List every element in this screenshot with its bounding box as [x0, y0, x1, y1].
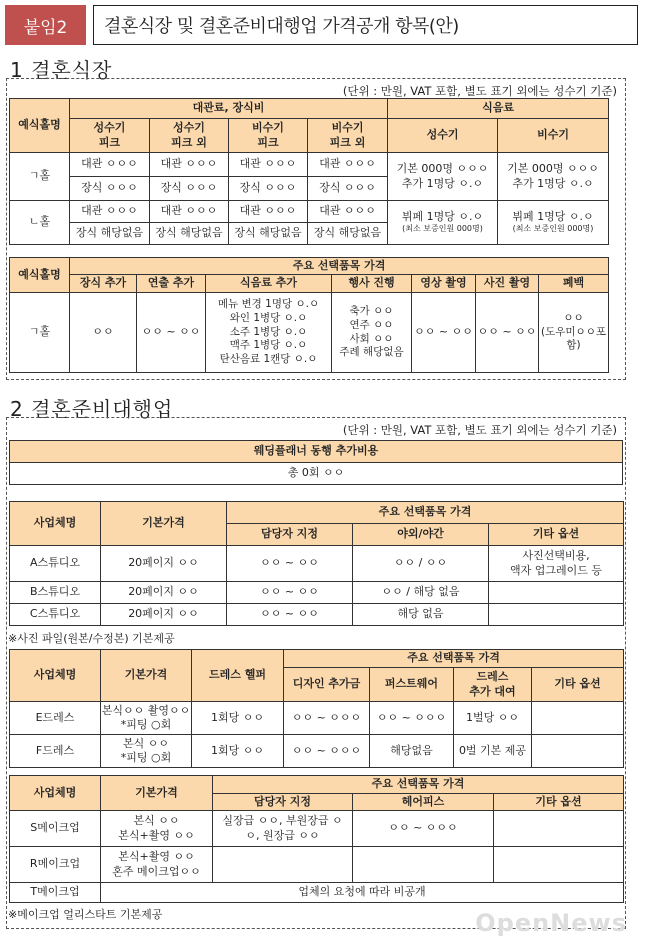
studio-cell: 사진선택비용, 액자 업그레이드 등: [489, 546, 624, 582]
deco-cell: 장식 ㅇㅇㅇ: [70, 177, 150, 201]
dress-col-header: 기본가격: [101, 650, 192, 702]
makeup-cell: R메이크업: [10, 847, 101, 883]
studio-col-header: 사업체명: [10, 502, 101, 546]
dress-table: [9, 649, 624, 768]
dress-col-header: 기타 옵션: [532, 668, 624, 702]
option-cell: ㅇㅇ: [70, 293, 137, 373]
deco-cell: 장식 해당없음: [70, 223, 150, 245]
makeup-group-header: 주요 선택품목 가격: [213, 776, 624, 794]
section2-title: 2 결혼준비대행업: [10, 397, 174, 421]
studio-cell: [489, 604, 624, 626]
dress-cell: ㅇㅇ ~ ㅇㅇㅇ: [370, 702, 454, 735]
option-cell: ㅇㅇ ~ ㅇㅇ: [476, 293, 539, 373]
makeup-cell: [353, 847, 494, 883]
makeup-cell: [494, 811, 624, 847]
food-col-header: 성수기: [388, 119, 498, 153]
document-title: 결혼식장 및 결혼준비대행업 가격공개 항목(안): [93, 5, 638, 45]
option-col-header: 사진 촬영: [476, 275, 539, 293]
planner-header: 웨딩플래너 동행 추가비용: [10, 441, 623, 463]
food-group-header: 식음료: [388, 99, 609, 119]
rental-col-header: 성수기 피크 외: [150, 119, 229, 153]
rent-cell: 대관 ㅇㅇㅇ: [70, 153, 150, 177]
studio-cell: [489, 582, 624, 604]
rent-cell: 대관 ㅇㅇㅇ: [229, 201, 308, 223]
makeup-cell: [213, 847, 353, 883]
rent-cell: 대관 ㅇㅇㅇ: [150, 201, 229, 223]
studio-cell: A스튜디오: [10, 546, 101, 582]
makeup-col-header: 사업체명: [10, 776, 101, 811]
planner-value: 총 0회 ㅇㅇ: [10, 463, 623, 485]
makeup-note: ※메이크업 얼리스타트 기본제공: [8, 908, 163, 921]
option-cell: 메뉴 변경 1명당 ㅇ.ㅇ 와인 1병당 ㅇ.ㅇ 소주 1병당 ㅇ.ㅇ 맥주 1병당 ㅇ.ㅇ 탄산음료 1캔당 ㅇ.ㅇ: [206, 293, 332, 373]
dress-cell: 본식ㅇㅇ 촬영ㅇㅇ *피팅 ○회: [101, 702, 192, 735]
food-cell: 기본 000명 ㅇㅇㅇ 추가 1명당 ㅇ.ㅇ: [498, 153, 609, 201]
dress-cell: 본식 ㅇㅇ *피팅 ○회: [101, 735, 192, 768]
dress-cell: [532, 735, 624, 768]
rent-cell: 대관 ㅇㅇㅇ: [308, 201, 388, 223]
studio-note: ※사진 파일(원본/수정본) 기본제공: [8, 632, 175, 645]
rent-cell: 대관 ㅇㅇㅇ: [70, 201, 150, 223]
studio-group-header: 주요 선택품목 가격: [227, 502, 624, 524]
makeup-cell: 업체의 요청에 따라 비공개: [101, 883, 624, 903]
hall-col-header: 예식홀명: [10, 99, 70, 153]
hall-col-header: 예식홀명: [10, 258, 70, 293]
dress-cell: 1벌당 ㅇㅇ: [454, 702, 532, 735]
makeup-col-header: 담당자 지정: [213, 794, 353, 811]
dress-col-header: 사업체명: [10, 650, 101, 702]
deco-cell: 장식 ㅇㅇㅇ: [308, 177, 388, 201]
option-col-header: 영상 촬영: [412, 275, 476, 293]
deco-cell: 장식 해당없음: [150, 223, 229, 245]
food-cell: 기본 000명 ㅇㅇㅇ 추가 1명당 ㅇ.ㅇ: [388, 153, 498, 201]
makeup-cell: 본식+촬영 ㅇㅇ 혼주 메이크업ㅇㅇ: [101, 847, 213, 883]
makeup-cell: [494, 847, 624, 883]
rent-cell: 대관 ㅇㅇㅇ: [308, 153, 388, 177]
makeup-cell: ㅇㅇ ~ ㅇㅇㅇ: [353, 811, 494, 847]
dress-col-header: 드레스 헬퍼: [192, 650, 284, 702]
food-note: (최소 보증인원 000명): [402, 224, 483, 234]
hall-name: ㄴ홀: [10, 201, 70, 245]
rental-col-header: 비수기 피크: [229, 119, 308, 153]
rental-group-header: 대관료, 장식비: [70, 99, 388, 119]
section2-unit: (단위 : 만원, VAT 포함, 별도 표기 외에는 성수기 기준): [342, 423, 617, 437]
hall-name: ㄱ홀: [10, 293, 70, 373]
studio-cell: 20페이지 ㅇㅇ: [101, 604, 227, 626]
option-col-header: 연출 추가: [137, 275, 206, 293]
wedding-hall-price-table: [9, 98, 609, 245]
dress-cell: 1회당 ㅇㅇ: [192, 702, 284, 735]
planner-table: [9, 440, 623, 485]
option-col-header: 장식 추가: [70, 275, 137, 293]
studio-col-header: 야외/야간: [353, 524, 489, 546]
food-cell: [388, 201, 498, 245]
dress-cell: 1회당 ㅇㅇ: [192, 735, 284, 768]
option-col-header: 폐백: [539, 275, 609, 293]
studio-cell: ㅇㅇ ~ ㅇㅇ: [227, 582, 353, 604]
wedding-hall-options-table: [9, 257, 609, 373]
hall-name: ㄱ홀: [10, 153, 70, 201]
studio-cell: 20페이지 ㅇㅇ: [101, 582, 227, 604]
option-cell: ㅇㅇ ~ ㅇㅇ: [137, 293, 206, 373]
studio-table: [9, 501, 624, 626]
makeup-cell: S메이크업: [10, 811, 101, 847]
option-col-header: 식음료 추가: [206, 275, 332, 293]
deco-cell: 장식 해당없음: [229, 223, 308, 245]
dress-col-header: 디자인 추가금: [284, 668, 370, 702]
makeup-cell: 본식 ㅇㅇ 본식+촬영 ㅇㅇ: [101, 811, 213, 847]
studio-cell: ㅇㅇ / ㅇㅇ: [353, 546, 489, 582]
studio-cell: 해당 없음: [353, 604, 489, 626]
dress-cell: 해당없음: [370, 735, 454, 768]
option-col-header: 행사 진행: [332, 275, 412, 293]
option-cell: 축가 ㅇㅇ 연주 ㅇㅇ 사회 ㅇㅇ 주례 해당없음: [332, 293, 412, 373]
dress-col-header: 퍼스트웨어: [370, 668, 454, 702]
food-note: (최소 보증인원 000명): [512, 224, 594, 234]
options-group-header: 주요 선택품목 가격: [70, 258, 609, 275]
food-price: 뷔페 1명당 ㅇ.ㅇ: [512, 210, 594, 224]
dress-cell: ㅇㅇ ~ ㅇㅇㅇ: [284, 702, 370, 735]
makeup-col-header: 헤어피스: [353, 794, 494, 811]
section1-title: 1 결혼식장: [10, 58, 113, 82]
makeup-col-header: 기타 옵션: [494, 794, 624, 811]
dress-cell: 0벌 기본 제공: [454, 735, 532, 768]
rental-col-header: 비수기 피크 외: [308, 119, 388, 153]
dress-cell: [532, 702, 624, 735]
appendix-tag: 붙임2: [5, 5, 86, 45]
makeup-cell: T메이크업: [10, 883, 101, 903]
studio-cell: B스튜디오: [10, 582, 101, 604]
option-cell: ㅇㅇ (도우미ㅇㅇ포 함): [539, 293, 609, 373]
studio-cell: C스튜디오: [10, 604, 101, 626]
studio-cell: ㅇㅇ ~ ㅇㅇ: [227, 604, 353, 626]
dress-cell: F드레스: [10, 735, 101, 768]
food-col-header: 비수기: [498, 119, 609, 153]
makeup-col-header: 기본가격: [101, 776, 213, 811]
deco-cell: 장식 해당없음: [308, 223, 388, 245]
dress-col-header: 드레스 추가 대여: [454, 668, 532, 702]
studio-cell: ㅇㅇ / 해당 없음: [353, 582, 489, 604]
rent-cell: 대관 ㅇㅇㅇ: [150, 153, 229, 177]
watermark: OpenNews: [475, 909, 627, 937]
studio-col-header: 담당자 지정: [227, 524, 353, 546]
deco-cell: 장식 ㅇㅇㅇ: [150, 177, 229, 201]
food-cell: [498, 201, 609, 245]
dress-cell: E드레스: [10, 702, 101, 735]
makeup-table: [9, 775, 624, 903]
studio-col-header: 기본가격: [101, 502, 227, 546]
studio-cell: 20페이지 ㅇㅇ: [101, 546, 227, 582]
food-price: 뷔페 1명당 ㅇ.ㅇ: [401, 210, 484, 224]
rental-col-header: 성수기 피크: [70, 119, 150, 153]
deco-cell: 장식 ㅇㅇㅇ: [229, 177, 308, 201]
dress-cell: ㅇㅇ ~ ㅇㅇㅇ: [284, 735, 370, 768]
studio-cell: ㅇㅇ ~ ㅇㅇ: [227, 546, 353, 582]
dress-group-header: 주요 선택품목 가격: [284, 650, 624, 668]
studio-col-header: 기타 옵션: [489, 524, 624, 546]
section1-unit: (단위 : 만원, VAT 포함, 별도 표기 외에는 성수기 기준): [342, 84, 617, 98]
rent-cell: 대관 ㅇㅇㅇ: [229, 153, 308, 177]
option-cell: ㅇㅇ ~ ㅇㅇ: [412, 293, 476, 373]
makeup-cell: 실장급 ㅇㅇ, 부원장급 ㅇ ㅇ, 원장급 ㅇㅇ: [213, 811, 353, 847]
